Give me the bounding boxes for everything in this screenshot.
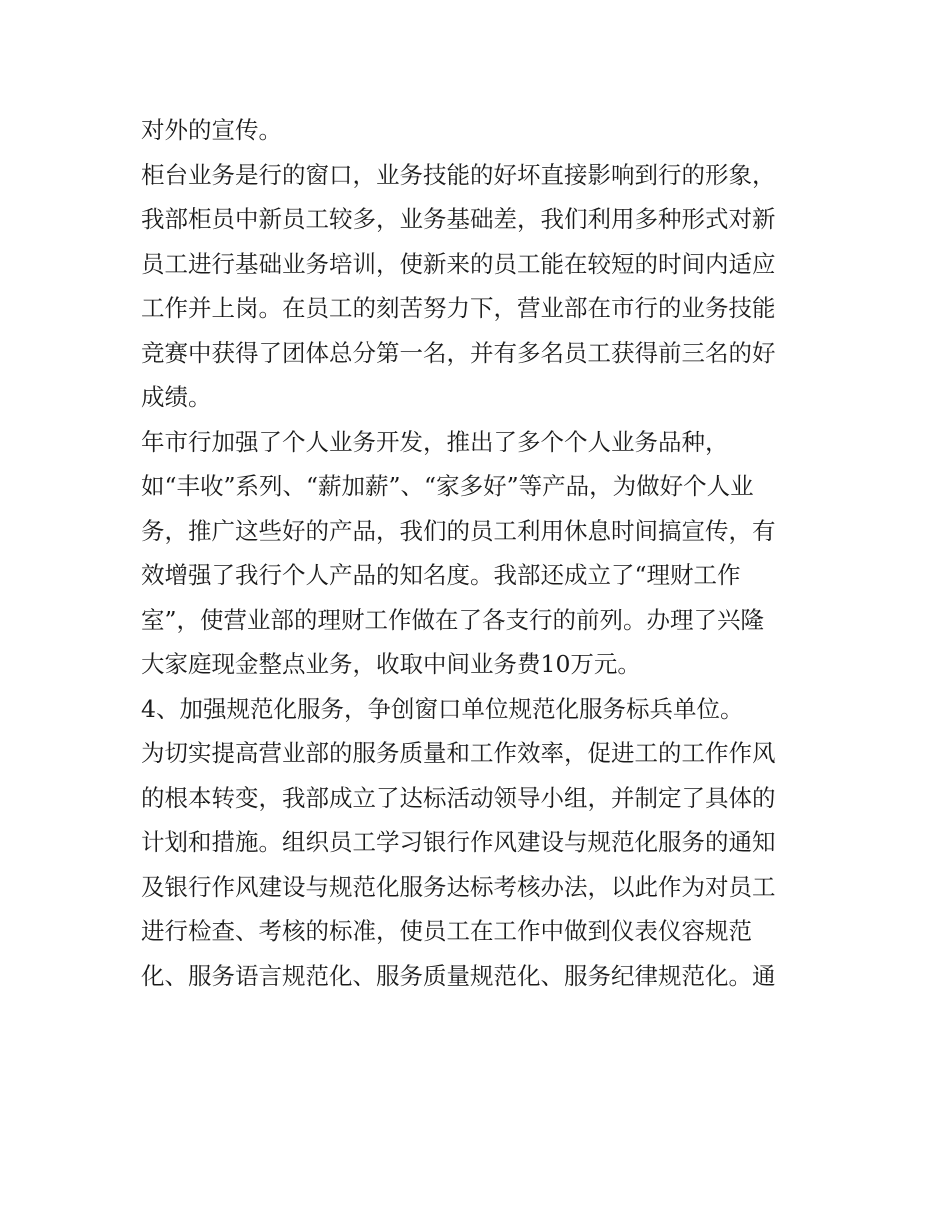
text-line-15: 为切实提高营业部的服务质量和工作效率，促进工的工作作风 <box>141 739 776 767</box>
text-line-3: 我部柜员中新员工较多，业务基础差，我们利用多种形式对新 <box>141 205 776 233</box>
text-line-8: 年市行加强了个人业务开发，推出了多个个人业务品种， <box>141 427 729 456</box>
text-line-4: 员工进行基础业务培训，使新来的员工能在较短的时间内适应 <box>141 249 776 278</box>
text-line-13: 大家庭现金整点业务，收取中间业务费10万元。 <box>141 650 641 678</box>
text-line-9: 如“丰收”系列、“薪加薪”、“家多好”等产品，为做好个人业 <box>141 472 754 500</box>
text-line-17: 计划和措施。组织员工学习银行作风建设与规范化服务的通知 <box>141 828 776 856</box>
text-line-7: 成绩。 <box>141 383 212 411</box>
text-line-1: 对外的宣传。 <box>141 116 282 144</box>
text-line-20: 化、服务语言规范化、服务质量规范化、服务纪律规范化。通 <box>141 961 776 990</box>
text-line-2: 柜台业务是行的窗口，业务技能的好坏直接影响到行的形象， <box>141 160 776 189</box>
text-line-16: 的根本转变，我部成立了达标活动领导小组，并制定了具体的 <box>141 783 776 812</box>
text-line-18: 及银行作风建设与规范化服务达标考核办法，以此作为对员工 <box>141 872 776 901</box>
text-line-6: 竞赛中获得了团体总分第一名，并有多名员工获得前三名的好 <box>141 338 776 367</box>
text-line-14: 4、加强规范化服务，争创窗口单位规范化服务标兵单位。 <box>141 694 744 723</box>
text-line-10: 务，推广这些好的产品，我们的员工利用休息时间搞宣传，有 <box>141 516 776 545</box>
text-line-12: 室”，使营业部的理财工作做在了各支行的前列。办理了兴隆 <box>141 605 765 634</box>
document-body <box>141 108 821 998</box>
text-line-11: 效增强了我行个人产品的知名度。我部还成立了“理财工作 <box>141 561 741 589</box>
text-line-19: 进行检查、考核的标准，使员工在工作中做到仪表仪容规范 <box>141 917 752 945</box>
text-line-5: 工作并上岗。在员工的刻苦努力下，营业部在市行的业务技能 <box>141 294 776 322</box>
